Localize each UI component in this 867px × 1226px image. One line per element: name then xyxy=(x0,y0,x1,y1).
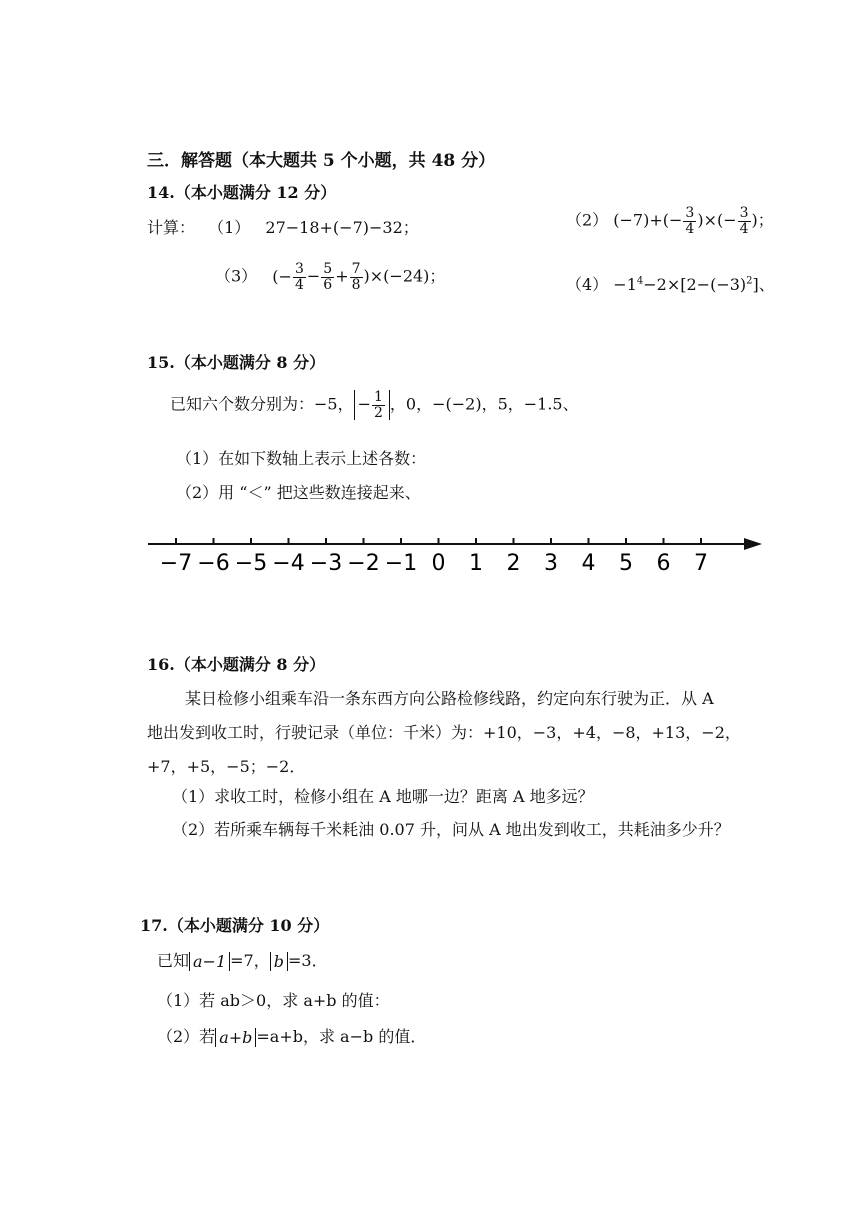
number-line-label: −6 xyxy=(197,551,230,576)
fraction-num: 3 xyxy=(294,261,304,277)
q17-given-mid: =7， xyxy=(230,951,270,970)
fraction xyxy=(321,262,334,292)
q14-p2-a: (−7)+(− xyxy=(613,210,683,230)
number-line-label: 5 xyxy=(619,551,633,576)
number-line-label: −1 xyxy=(384,551,418,576)
q15-sub1: （1）在如下数轴上表示上述各数： xyxy=(176,449,427,468)
q14-p4-b: −2×[2−(−3) xyxy=(643,275,747,294)
fraction xyxy=(350,262,363,292)
q16-line1: 某日检修小组乘车沿一条东西方向公路检修线路，约定向东行驶为正．从 A xyxy=(185,689,714,708)
number-line-label: 7 xyxy=(694,551,708,576)
q14-part1 xyxy=(147,215,419,238)
q15-given-a: 已知六个数分别为：−5， xyxy=(170,394,354,414)
q17-sub1: （1）若 ab＞0，求 a+b 的值： xyxy=(157,991,390,1010)
fraction-den: 2 xyxy=(374,404,383,421)
absolute-value xyxy=(189,952,230,971)
q14-p1-label: （1） xyxy=(208,218,251,237)
fraction-num: 1 xyxy=(374,389,383,405)
fraction-num: 3 xyxy=(739,205,749,221)
fraction xyxy=(683,206,696,236)
q15-given xyxy=(170,390,579,420)
abs-content: a+b xyxy=(219,1028,253,1047)
q17-given-pre: 已知 xyxy=(157,951,190,970)
q14-part3 xyxy=(215,262,445,292)
q14-prefix: 计算： xyxy=(147,218,196,237)
arrow-icon xyxy=(744,538,762,550)
abs-content: a−1 xyxy=(193,952,227,971)
number-line-label: −4 xyxy=(272,551,305,576)
q14-part4 xyxy=(566,272,775,295)
number-line-label: −3 xyxy=(309,551,343,576)
absolute-value xyxy=(215,1028,256,1047)
minus-sign: − xyxy=(357,394,371,414)
q16-sub2: （2）若所乘车辆每千米耗油 0.07 升，问从 A 地出发到收工，共耗油多少升？ xyxy=(172,820,730,839)
q14-p3-a: (− xyxy=(272,266,292,286)
number-line-label: 2 xyxy=(506,551,521,576)
q14-header: 14.（本小题满分 12 分） xyxy=(147,183,337,202)
fraction xyxy=(372,390,385,420)
fraction xyxy=(293,262,306,292)
q14-p2-b: )×(− xyxy=(697,210,737,230)
q14-p3-label: （3） xyxy=(215,266,258,286)
q14-part2 xyxy=(566,206,774,236)
fraction-num: 5 xyxy=(323,261,333,277)
q14-p4-label: （4） xyxy=(566,275,609,294)
exponent: 2 xyxy=(746,275,753,287)
q17-sub2-end: =a+b，求 a−b 的值． xyxy=(256,1027,427,1046)
number-line-label: −7 xyxy=(159,551,193,576)
q16-header: 16.（本小题满分 8 分） xyxy=(147,655,326,674)
q15-sub2: （2）用 “＜” 把这些数连接起来、 xyxy=(176,483,421,502)
q14-p4-a: −1 xyxy=(613,275,637,294)
q17-sub2 xyxy=(157,1024,426,1047)
fraction xyxy=(738,206,751,236)
q17-header: 17.（本小题满分 10 分） xyxy=(140,916,330,935)
number-line-label: −5 xyxy=(234,551,268,576)
q14-p1-expr: 27−18+(−7)−32； xyxy=(265,218,419,237)
number-line-label: 0 xyxy=(431,551,446,576)
q16-sub1: （1）求收工时，检修小组在 A 地哪一边？距离 A 地多远？ xyxy=(172,787,594,806)
fraction-den: 6 xyxy=(323,276,333,293)
number-line-label: 3 xyxy=(544,551,558,576)
fraction-den: 4 xyxy=(685,220,695,237)
q16-line3: +7，+5，−5；−2． xyxy=(147,757,306,776)
absolute-value xyxy=(270,952,288,971)
q17-sub2-pre: （2）若 xyxy=(157,1027,216,1046)
q14-p2-c: )； xyxy=(751,210,774,230)
q14-p3-c: + xyxy=(335,266,349,286)
absolute-value xyxy=(354,390,390,420)
q14-p3-b: − xyxy=(306,266,321,286)
number-line xyxy=(140,520,770,580)
fraction-den: 4 xyxy=(294,276,304,293)
section-title: 三．解答题（本大题共 5 个小题，共 48 分） xyxy=(147,151,496,171)
q15-header: 15.（本小题满分 8 分） xyxy=(147,353,326,372)
number-line-label: 4 xyxy=(581,551,596,576)
q14-p4-c: ]、 xyxy=(752,275,775,294)
exponent: 4 xyxy=(636,275,644,287)
abs-content: b xyxy=(273,952,284,971)
q17-given-end: =3． xyxy=(287,951,328,970)
q14-p3-d: )×(−24)； xyxy=(363,266,446,286)
fraction-den: 4 xyxy=(739,220,749,237)
fraction-num: 7 xyxy=(351,261,361,277)
q16-line2: 地出发到收工时，行驶记录（单位：千米）为：+10，−3，+4，−8，+13，−2， xyxy=(147,723,741,742)
q17-given xyxy=(157,948,328,971)
fraction-num: 3 xyxy=(685,205,695,221)
q15-given-b: ，0，−(−2)，5，−1.5、 xyxy=(389,394,579,414)
number-line-label: 1 xyxy=(469,551,483,576)
q14-p2-label: （2） xyxy=(566,210,609,230)
fraction-den: 8 xyxy=(351,276,361,293)
number-line-label: −2 xyxy=(347,551,380,576)
number-line-label: 6 xyxy=(656,551,671,576)
